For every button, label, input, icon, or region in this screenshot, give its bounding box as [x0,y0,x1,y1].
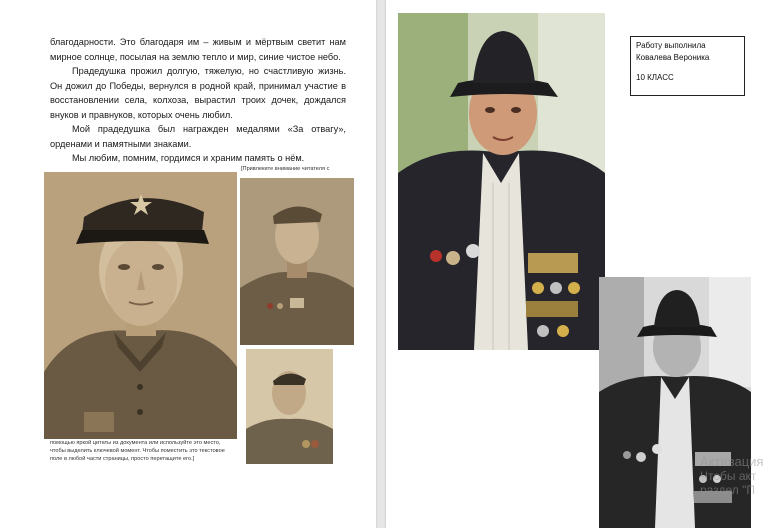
pull-quote-textbox-bottom[interactable]: помощью яркой цитаты из документа или используйте это место, чтобы выделить ключевой момент. Чтобы поместить это текстовое поле в любой части страницы, просто перетащите его.] [50,440,225,463]
photo-soldier-small [246,349,333,464]
activation-watermark [700,455,763,497]
author-info-line-1: Работу выполнила [636,41,706,50]
author-info-line-3: 10 КЛАСС [636,73,674,82]
author-info-line-2: Ковалева Вероника [636,52,710,62]
photo-veteran-color [398,13,605,350]
pull-quote-textbox-top[interactable]: [Привлеките внимание читателя с [241,166,330,172]
paragraph-memory: Мы любим, помним, гордимся и храним память о нём. [72,153,305,163]
paragraph-life: Прадедушка прожил долгую, тяжелую, но счастливую жизнь. Он дожил до Победы, вернулся в родной край, принимал участие в восстановлении села, колхоза, вырастил троих дочек, дождался внуков и правнуков, которых очень любил. [50,66,346,120]
photo-young-soldier-portrait [44,172,237,439]
watermark-line-2: Чтобы акт [700,469,757,483]
photo-soldier-field-cap [240,178,354,345]
paragraph-gratitude: благодарности. Это благодаря им – живым и мёртвым светит нам мирное солнце, посылая на землю тепло и мир, синие чистое небо. [50,37,346,62]
paragraph-awards: Мой прадедушка был награжден медалями «За отвагу», орденами и памятными знаками. [50,124,346,149]
author-info-box[interactable] [630,36,745,96]
document-page-right [386,0,769,528]
watermark-line-1: Активация [700,454,764,469]
document-page-left [0,0,376,528]
watermark-line-3: раздел "П [700,483,755,497]
